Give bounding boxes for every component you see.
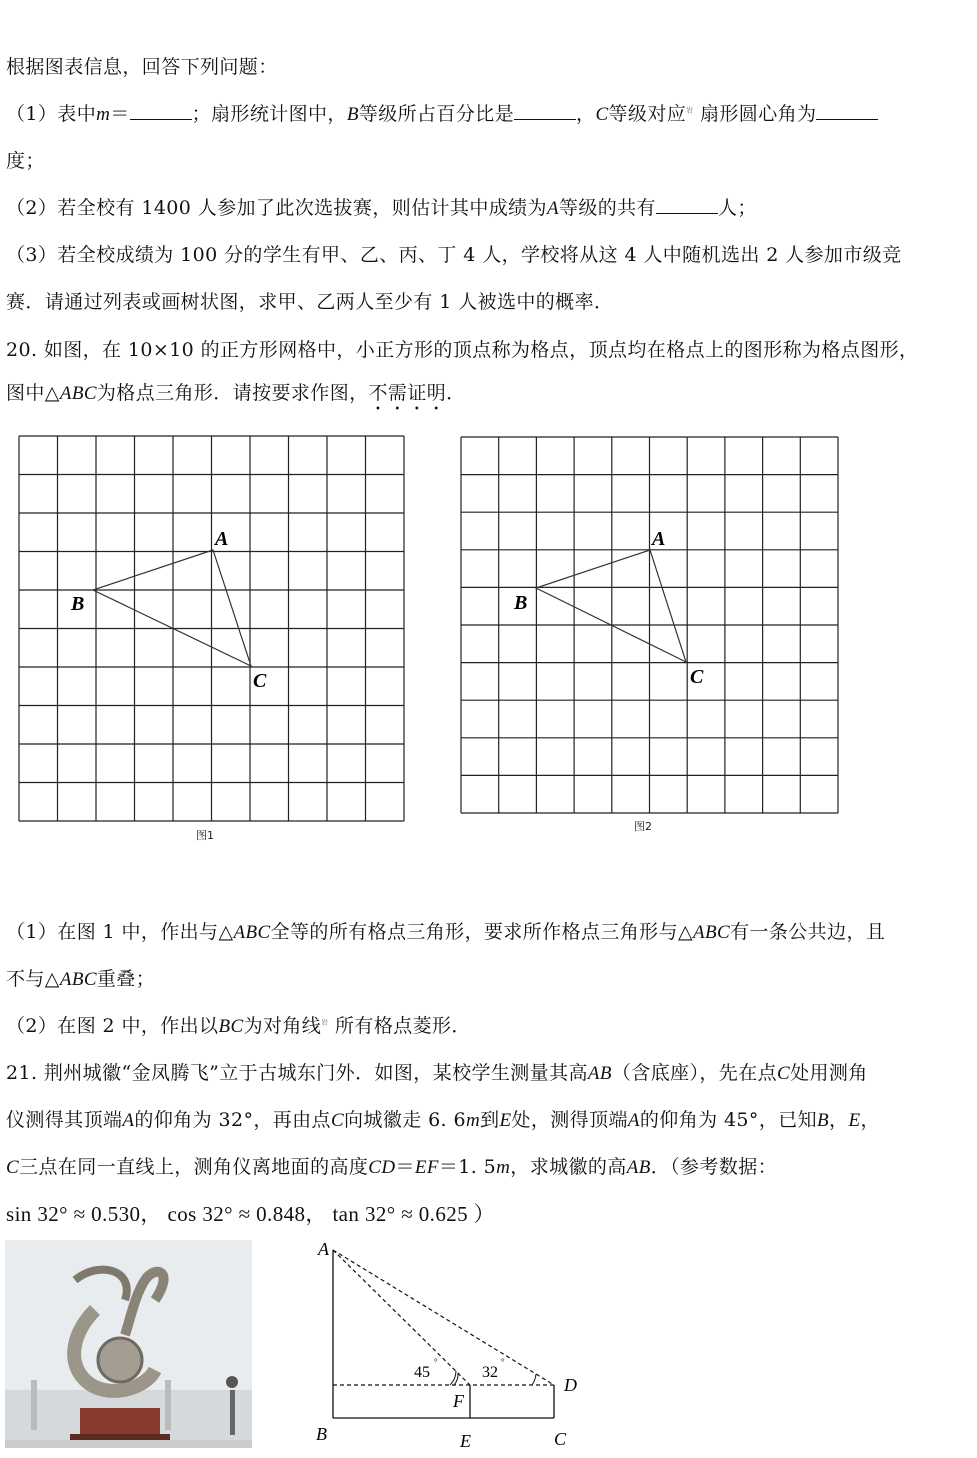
q20-sub1: （1）在图 1 中，作出与△ABC全等的所有格点三角形，要求所作格点三角形与△ABC有一条公共边，且 — [6, 921, 886, 943]
vertex-a-label: A — [215, 528, 229, 550]
answer-blank[interactable] — [514, 101, 576, 120]
fig2-caption: 图2 — [634, 820, 652, 833]
q20-sub2: （2）在图 2 中，作出以BC为对角线$^岩$ 所有格点菱形． — [6, 1015, 471, 1037]
triangle-abc — [93, 550, 251, 666]
q21-stem-line1: 21. 荆州城徽“金凤腾飞”立于古城东门外．如图，某校学生测量其高AB（含底座），先在点C处用测角 — [6, 1062, 868, 1084]
q20-stem-line1: 20. 如图，在 10×10 的正方形网格中，小正方形的顶点称为格点，顶点均在格点上的图形称为格点图形， — [6, 339, 919, 361]
degree-mark: ° — [434, 1357, 438, 1367]
answer-blank[interactable] — [130, 101, 192, 120]
angle-32-label: 32 — [482, 1364, 498, 1381]
grid-figure-2 — [456, 432, 846, 816]
vertex-b-label: B — [514, 592, 528, 614]
vertex-b-label: B — [71, 593, 85, 615]
q19-part2: （2）若全校有 1400 人参加了此次选拔赛，则估计其中成绩为A等级的共有 人； — [6, 197, 757, 219]
q19-part1-cont: 度； — [6, 150, 45, 172]
q19-part1: （1）表中m＝ ；扇形统计图中，B等级所占百分比是 ，C等级对应$^岩$ 扇形圆心角为 — [6, 99, 878, 126]
q21-reference-data: sin 32° ≈ 0.530， cos 32° ≈ 0.848， tan 32° ≈ 0.625 ） — [6, 1202, 496, 1226]
point-e-label: E — [460, 1431, 471, 1451]
q19-part3: （3）若全校成绩为 100 分的学生有甲、乙、丙、丁 4 人，学校将从这 4 人中随机选出 2 人参加市级竞 — [6, 244, 902, 266]
vertex-c-label: C — [253, 670, 267, 692]
q19-part3-cont: 赛．请通过列表或画树状图，求甲、乙两人至少有 1 人被选中的概率． — [6, 291, 614, 313]
point-f-label: F — [453, 1391, 464, 1411]
point-d-label: D — [564, 1375, 577, 1395]
grid-figure-1 — [15, 432, 410, 824]
point-c-label: C — [554, 1429, 567, 1449]
angle-45-label: 45 — [414, 1364, 430, 1381]
triangle-abc — [536, 550, 686, 662]
point-b-label: B — [316, 1424, 327, 1444]
q21-stem-line3: C三点在同一直线上，测角仪离地面的高度CD＝EF＝1. 5m，求城徽的高AB．（参考数据： — [6, 1156, 778, 1178]
degree-mark: ° — [501, 1357, 505, 1367]
answer-blank[interactable] — [656, 195, 718, 214]
q21-stem-line2: 仪测得其顶端A的仰角为 32°，再由点C向城徽走 6. 6m到E处，测得顶端A的仰角为 45°，已知B，E， — [6, 1109, 880, 1131]
vertex-c-label: C — [690, 666, 704, 688]
q20-stem-line2: 图中△ABC为格点三角形．请按要求作图，不需证明． — [6, 382, 466, 404]
vertex-a-label: A — [652, 528, 666, 550]
statue-photo — [5, 1240, 252, 1448]
point-a-label: A — [318, 1239, 329, 1259]
answer-blank[interactable] — [816, 101, 878, 120]
measurement-diagram — [300, 1235, 620, 1453]
fig1-caption: 图1 — [196, 829, 214, 842]
q20-sub1-cont: 不与△ABC重叠； — [6, 968, 156, 990]
intro-text: 根据图表信息，回答下列问题： — [6, 56, 278, 78]
